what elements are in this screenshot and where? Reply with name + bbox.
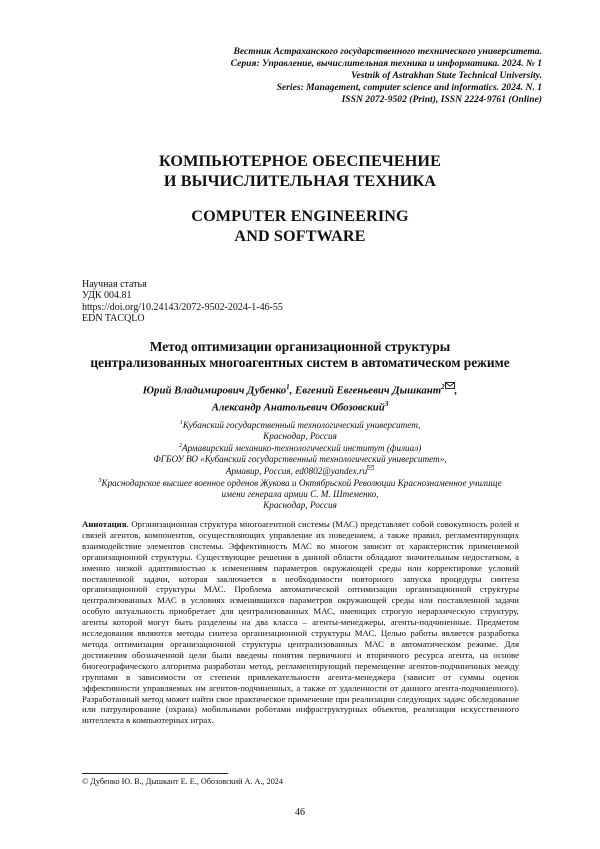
affiliation-text: Армавирский механико-технологический институт (филиал) (181, 443, 422, 454)
authors-line (0, 398, 600, 415)
affiliation-3 (0, 475, 600, 512)
authors (0, 381, 600, 414)
affiliation-line: имени генерала армии С. М. Штеменко, (221, 489, 379, 500)
udc-code: УДК 004.81 (82, 290, 132, 302)
copyright-notice: © Дубенко Ю. В., Дышкант Е. Е., Обозовский А. А., 2024 (82, 777, 283, 786)
section-title-ru (0, 151, 600, 191)
affiliation-mark: 3 (98, 477, 102, 484)
section-title-ru-line: И ВЫЧИСЛИТЕЛЬНАЯ ТЕХНИКА (163, 172, 437, 190)
edn-code: EDN TACQLO (82, 313, 145, 325)
journal-issn: ISSN 2072-9502 (Print), ISSN 2224-9761 (Online) (341, 94, 542, 105)
journal-line: Series: Management, computer science and informatics. 2024. N. 1 (276, 82, 542, 93)
affiliation-email[interactable]: Армавир, Россия, ed0802@yandex.ru (225, 466, 368, 477)
page-number: 46 (295, 807, 305, 818)
affiliation-line (0, 475, 600, 489)
journal-line: Вестник Астраханского государственного технического университета. (233, 46, 542, 57)
affiliation-line (0, 417, 600, 431)
affiliation-text: Краснодарское высшее военное орденов Жукова и Октябрьской Революции Краснознаменное училище (101, 478, 502, 489)
abstract-label: Аннотация. (82, 519, 129, 529)
journal-line: Серия: Управление, вычислительная техника и информатика. 2024. № 1 (230, 58, 542, 69)
authors-line (0, 381, 600, 398)
affiliation-line (0, 440, 600, 454)
author-affil-mark: 1 (286, 383, 290, 391)
journal-header (231, 46, 542, 106)
author-name: Александр Анатольевич Обозовский (211, 401, 385, 414)
author-name: Юрий Владимирович Дубенко (142, 384, 287, 397)
affiliation-mark: 1 (179, 419, 183, 426)
section-title-ru-line: КОМПЬЮТЕРНОЕ ОБЕСПЕЧЕНИЕ (158, 152, 442, 170)
envelope-icon (367, 465, 374, 470)
section-title-en (0, 206, 600, 246)
paper-title-line: централизованных многоагентных систем в автоматическом режиме (90, 355, 510, 370)
affiliation-mark: 2 (178, 442, 182, 449)
abstract (82, 519, 519, 726)
affiliation-text: Кубанский государственный технологический университет, (182, 420, 421, 431)
section-title-en-line: COMPUTER ENGINEERING (191, 207, 409, 225)
article-meta (82, 279, 283, 325)
journal-line: Vestnik of Astrakhan State Technical University. (351, 70, 542, 81)
affiliation-line: Краснодар, Россия (263, 431, 337, 442)
footnote-divider (82, 773, 228, 774)
affiliation-2 (0, 440, 600, 478)
paper-title-line: Метод оптимизации организационной структуры (149, 339, 451, 354)
envelope-icon (445, 382, 455, 389)
author-affil-mark: 3 (384, 399, 389, 408)
doi-link[interactable]: https://doi.org/10.24143/2072-9502-2024-1-46-55 (82, 301, 283, 313)
author-name: Евгений Евгеньевич Дышкант (295, 384, 442, 397)
section-title-en-line: AND SOFTWARE (234, 227, 366, 245)
abstract-text: Организационная структура многоагентной системы (МАС) представляет собой совокупность ролей и связей агентов, компонентов, осуществляющих управление их поведением, а также правил, регламентирующих взаимодействие элементов системы. Эффективность МАС во многом зависит от характеристик применяемой организационной структуры. Существующие решения в данной области обладают значительным недостатком, а именно низкой адаптивностью к изменениям параметров окружающей среды или корректировке условий поставленной задачи, которая заключается в необходимости повторного запуска процедуры синтеза организационной структуры МАС. Проблема автоматической оптимизации организационной структуры централизованных МАС в условиях изменившихся параметров окружающей среды или поставленной задачи особую актуальность приобретает для централизованных МАС, имеющих строгую иерархическую структуру, агенты которой могут быть разделены на два класса – агенты-менеджеры, агенты-подчиненные. Предметом исследования являются методы синтеза организационной структуры МАС. Целью работы является разработка метода оптимизации организационной структуры централизованных МАС в автоматическом режиме. Для достижения обозначенной цели были введены понятия первичного и вторичного ресурса агента, на основе биогеографического алгоритма разработан метод, регламентирующий перемещение агентов-подчиненных между группами в зависимости от степени привлекательности агента-менеджера (зависит от суммы оценок эффективности управляемых им агентов-подчиненных, а также от удаленности от данного агента-подчиненного). Разработанный метод может найти свое практическое применение при реализации следующих задач: обследование или патрулирование (охрана) мобильными роботами инфраструктурных объектов, реализация искусственного интеллекта в компьютерных играх. (82, 519, 519, 726)
affiliation-line: ФГБОУ ВО «Кубанский государственный технологический университет», (153, 454, 447, 465)
paper-title (0, 339, 600, 371)
affiliation-1 (0, 417, 600, 442)
author-separator: , (289, 384, 296, 397)
author-separator: , (454, 384, 458, 397)
affiliation-line: Краснодар, Россия (263, 500, 337, 511)
article-type: Научная статья (82, 279, 147, 290)
author-affil-mark: 2 (441, 383, 445, 391)
